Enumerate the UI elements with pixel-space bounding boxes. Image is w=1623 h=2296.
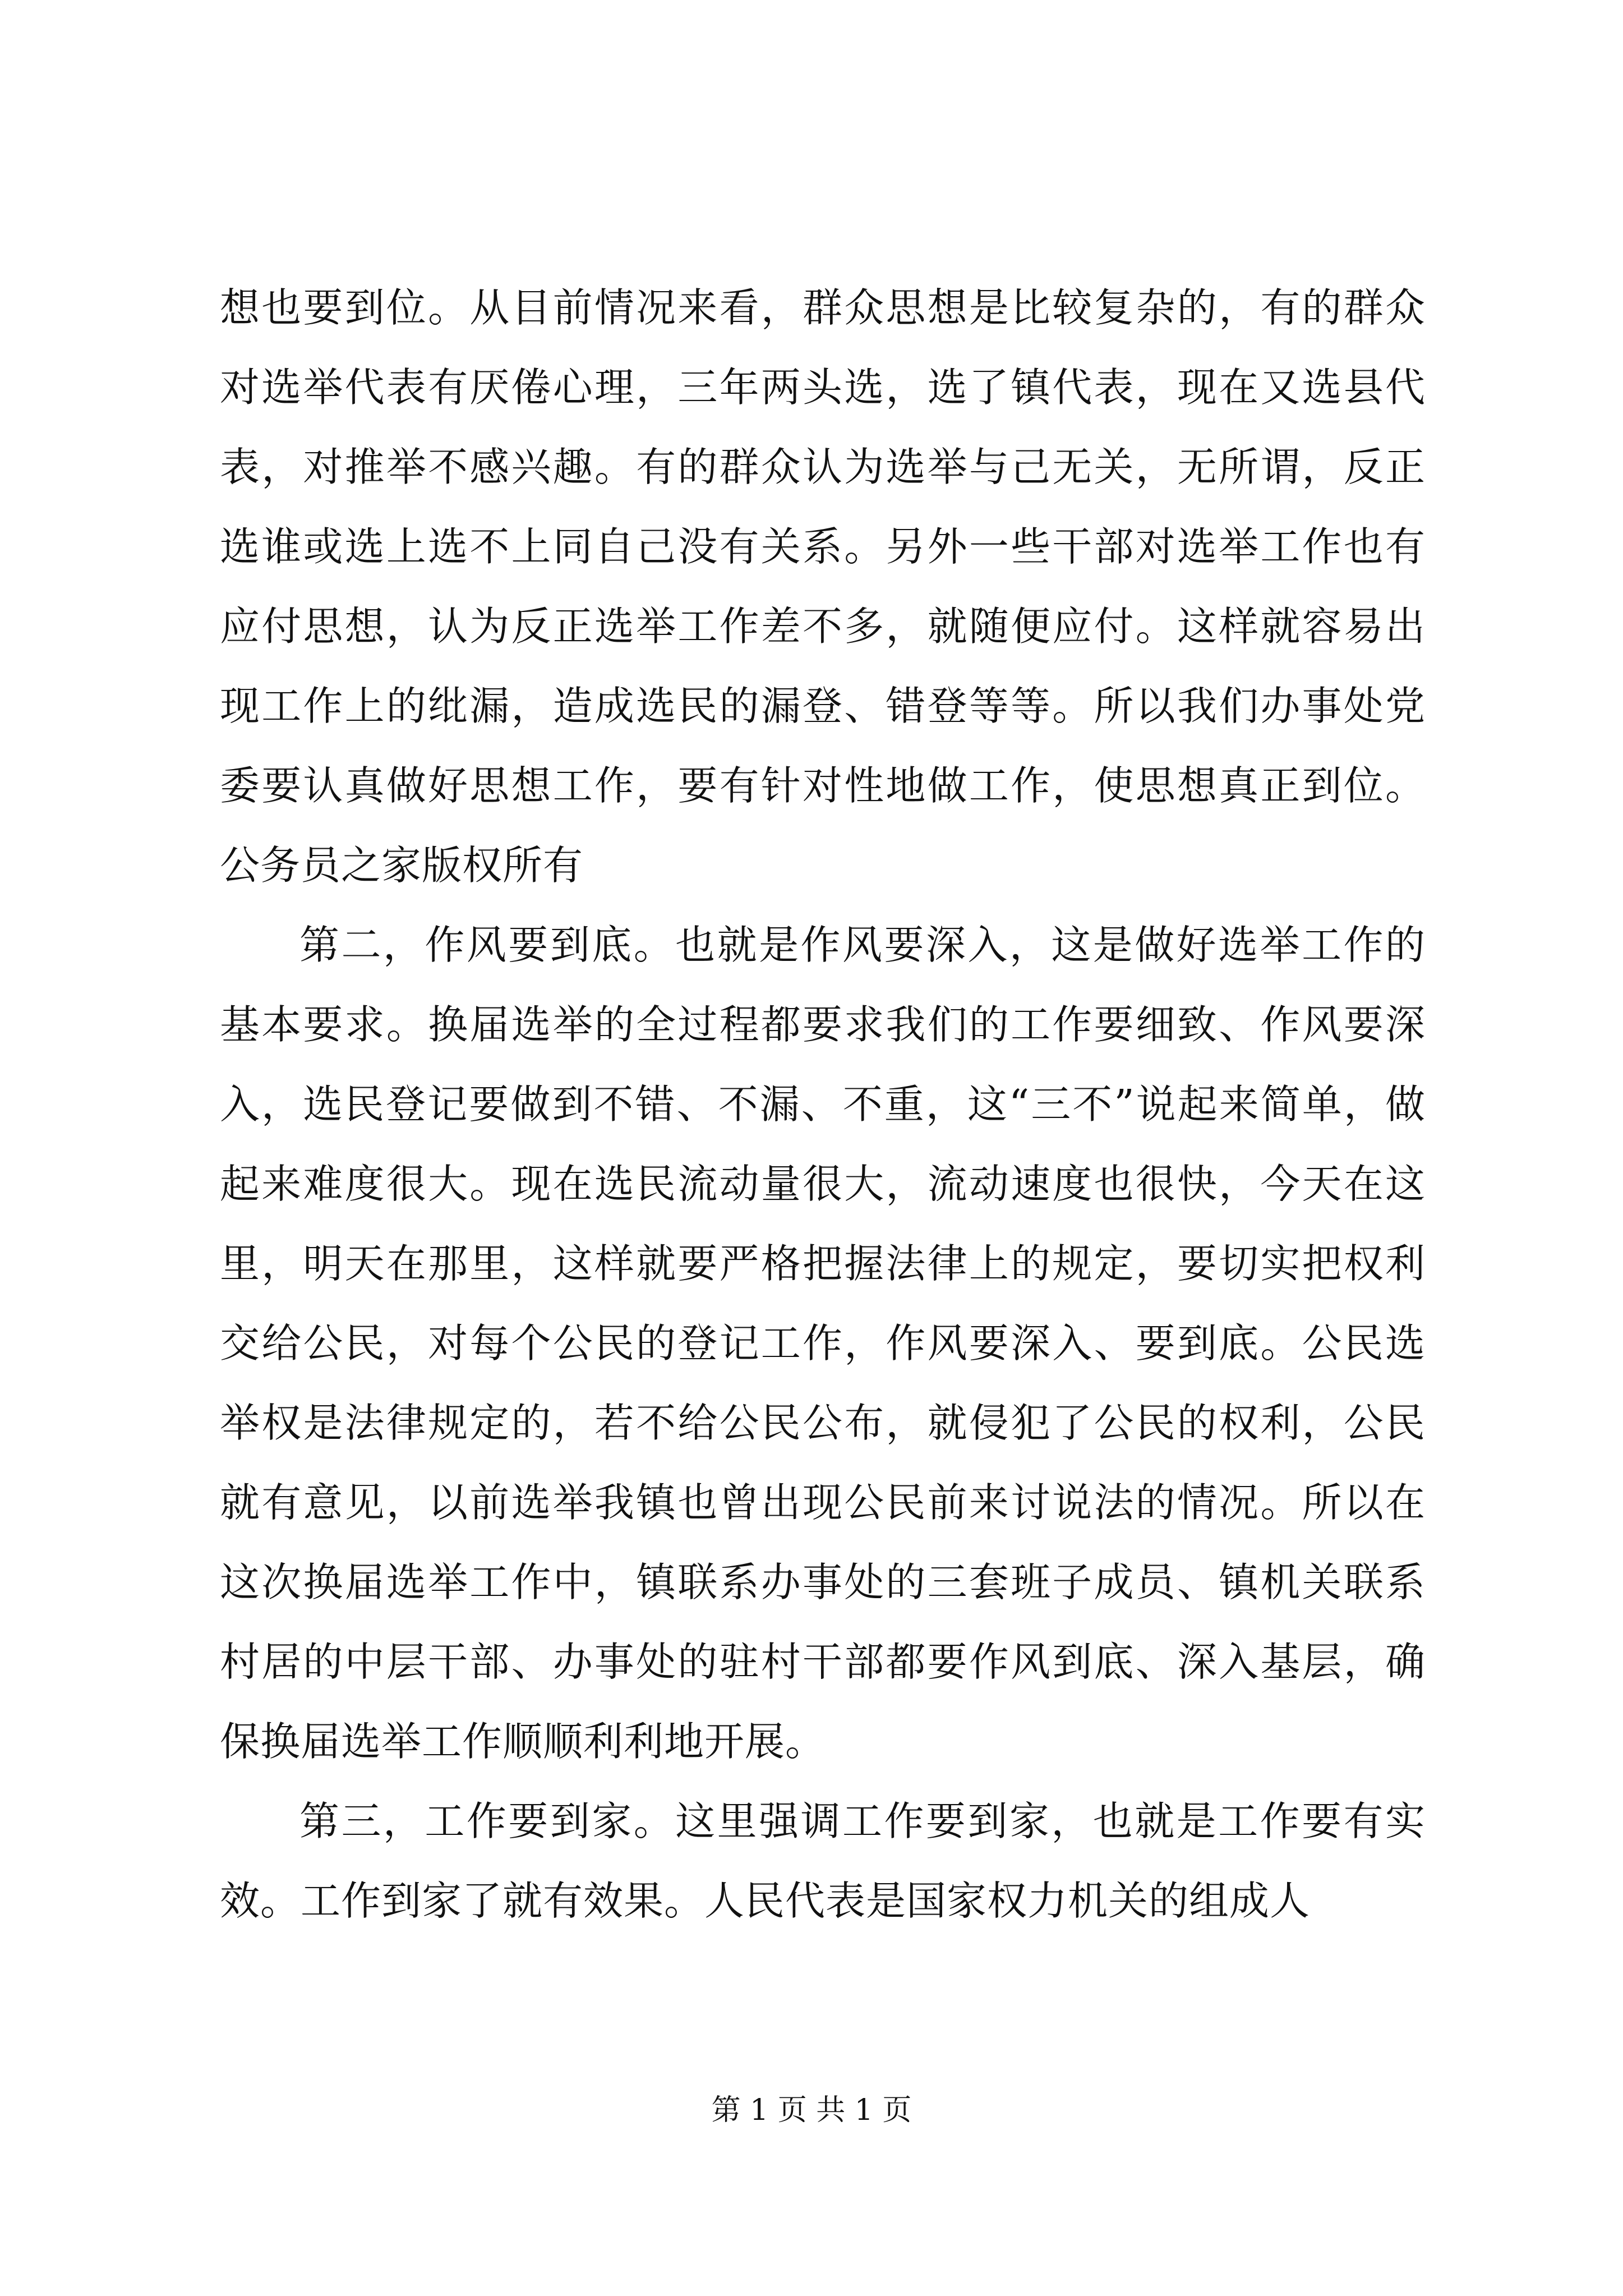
document-body [220, 268, 1426, 1941]
paragraph-3: 第三，工作要到家。这里强调工作要到家，也就是工作要有实效。工作到家了就有效果。人民代表是国家权力机关的组成人 [220, 1798, 1426, 1924]
page-footer: 第 1 页 共 1 页 [711, 2093, 912, 2127]
paragraph-2: 第二，作风要到底。也就是作风要深入，这是做好选举工作的基本要求。换届选举的全过程都要求我们的工作要细致、作风要深入，选民登记要做到不错、不漏、不重，这“三不”说起来简单，做起来难度很大。现在选民流动量很大，流动速度也很快，今天在这里，明天在那里，这样就要严格把握法律上的规定，要切实把权利交给公民，对每个公民的登记工作，作风要深入、要到底。公民选举权是法律规定的，若不给公民公布，就侵犯了公民的权利，公民就有意见，以前选举我镇也曾出现公民前来讨说法的情况。所以在这次换届选举工作中，镇联系办事处的三套班子成员、镇机关联系村居的中层干部、办事处的驻村干部都要作风到底、深入基层，确保换届选举工作顺顺利利地开展。 [220, 922, 1426, 1765]
paragraph-1: 想也要到位。从目前情况来看，群众思想是比较复杂的，有的群众对选举代表有厌倦心理，三年两头选，选了镇代表，现在又选县代表，对推举不感兴趣。有的群众认为选举与己无关，无所谓，反正选谁或选上选不上同自己没有关系。另外一些干部对选举工作也有应付思想，认为反正选举工作差不多，就随便应付。这样就容易出现工作上的纰漏，造成选民的漏登、错登等等。所以我们办事处党委要认真做好思想工作，要有针对性地做工作，使思想真正到位。公务员之家版权所有 [220, 284, 1426, 889]
